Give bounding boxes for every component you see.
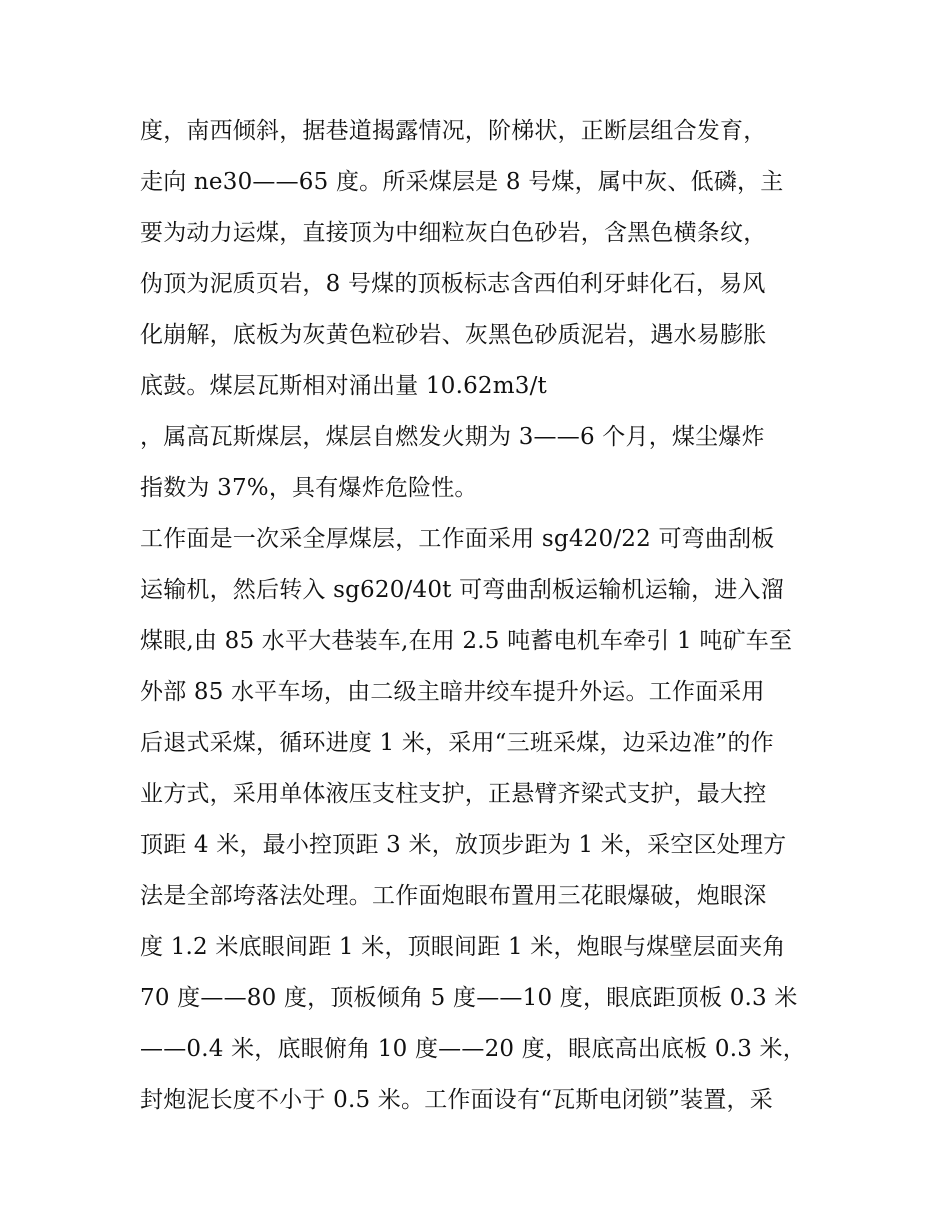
text-line-9: 工作面是一次采全厚煤层，工作面采用 sg420/22 可弯曲刮板 <box>140 526 775 552</box>
text-line-12: 外部 85 水平车场，由二级主暗井绞车提升外运。工作面采用 <box>140 679 765 705</box>
text-line-6: 底鼓。煤层瓦斯相对涌出量 10.62m3/t <box>140 373 547 399</box>
body-text <box>140 106 830 1126</box>
text-line-13: 后退式采煤，循环进度 1 米，采用“三班采煤，边采边准”的作 <box>140 730 774 756</box>
text-line-17: 度 1.2 米底眼间距 1 米，顶眼间距 1 米，炮眼与煤壁层面夹角 <box>140 934 786 960</box>
text-line-4: 伪顶为泥质页岩，8 号煤的顶板标志含西伯利牙蚌化石，易风 <box>140 271 766 297</box>
text-line-5: 化崩解，底板为灰黄色粒砂岩、灰黑色砂质泥岩，遇水易膨胀 <box>140 322 767 348</box>
text-line-18: 70 度——80 度，顶板倾角 5 度——10 度，眼底距顶板 0.3 米 <box>140 985 798 1011</box>
text-line-15: 顶距 4 米，最小控顶距 3 米，放顶步距为 1 米，采空区处理方 <box>140 832 787 858</box>
text-line-11: 煤眼,由 85 水平大巷装车,在用 2.5 吨蓄电机车牵引 1 吨矿车至 <box>140 628 793 654</box>
text-line-20: 封炮泥长度不小于 0.5 米。工作面设有“瓦斯电闭锁”装置，采 <box>140 1087 773 1113</box>
text-line-16: 法是全部垮落法处理。工作面炮眼布置用三花眼爆破，炮眼深 <box>140 883 767 909</box>
text-line-7: ，属高瓦斯煤层，煤层自燃发火期为 3——6 个月，煤尘爆炸 <box>140 424 765 450</box>
text-line-8: 指数为 37%，具有爆炸危险性。 <box>140 475 478 501</box>
text-line-14: 业方式，采用单体液压支柱支护，正悬臂齐梁式支护，最大控 <box>140 781 767 807</box>
text-line-2: 走向 ne30——65 度。所采煤层是 8 号煤，属中灰、低磷，主 <box>140 169 784 195</box>
text-line-19: ——0.4 米，底眼俯角 10 度——20 度，眼底高出底板 0.3 米， <box>140 1036 806 1062</box>
text-line-3: 要为动力运煤，直接顶为中细粒灰白色砂岩，含黑色横条纹， <box>140 220 767 246</box>
text-line-10: 运输机，然后转入 sg620/40t 可弯曲刮板运输机运输，进入溜 <box>140 577 784 603</box>
text-line-1: 度，南西倾斜，据巷道揭露情况，阶梯状，正断层组合发育， <box>140 118 767 144</box>
